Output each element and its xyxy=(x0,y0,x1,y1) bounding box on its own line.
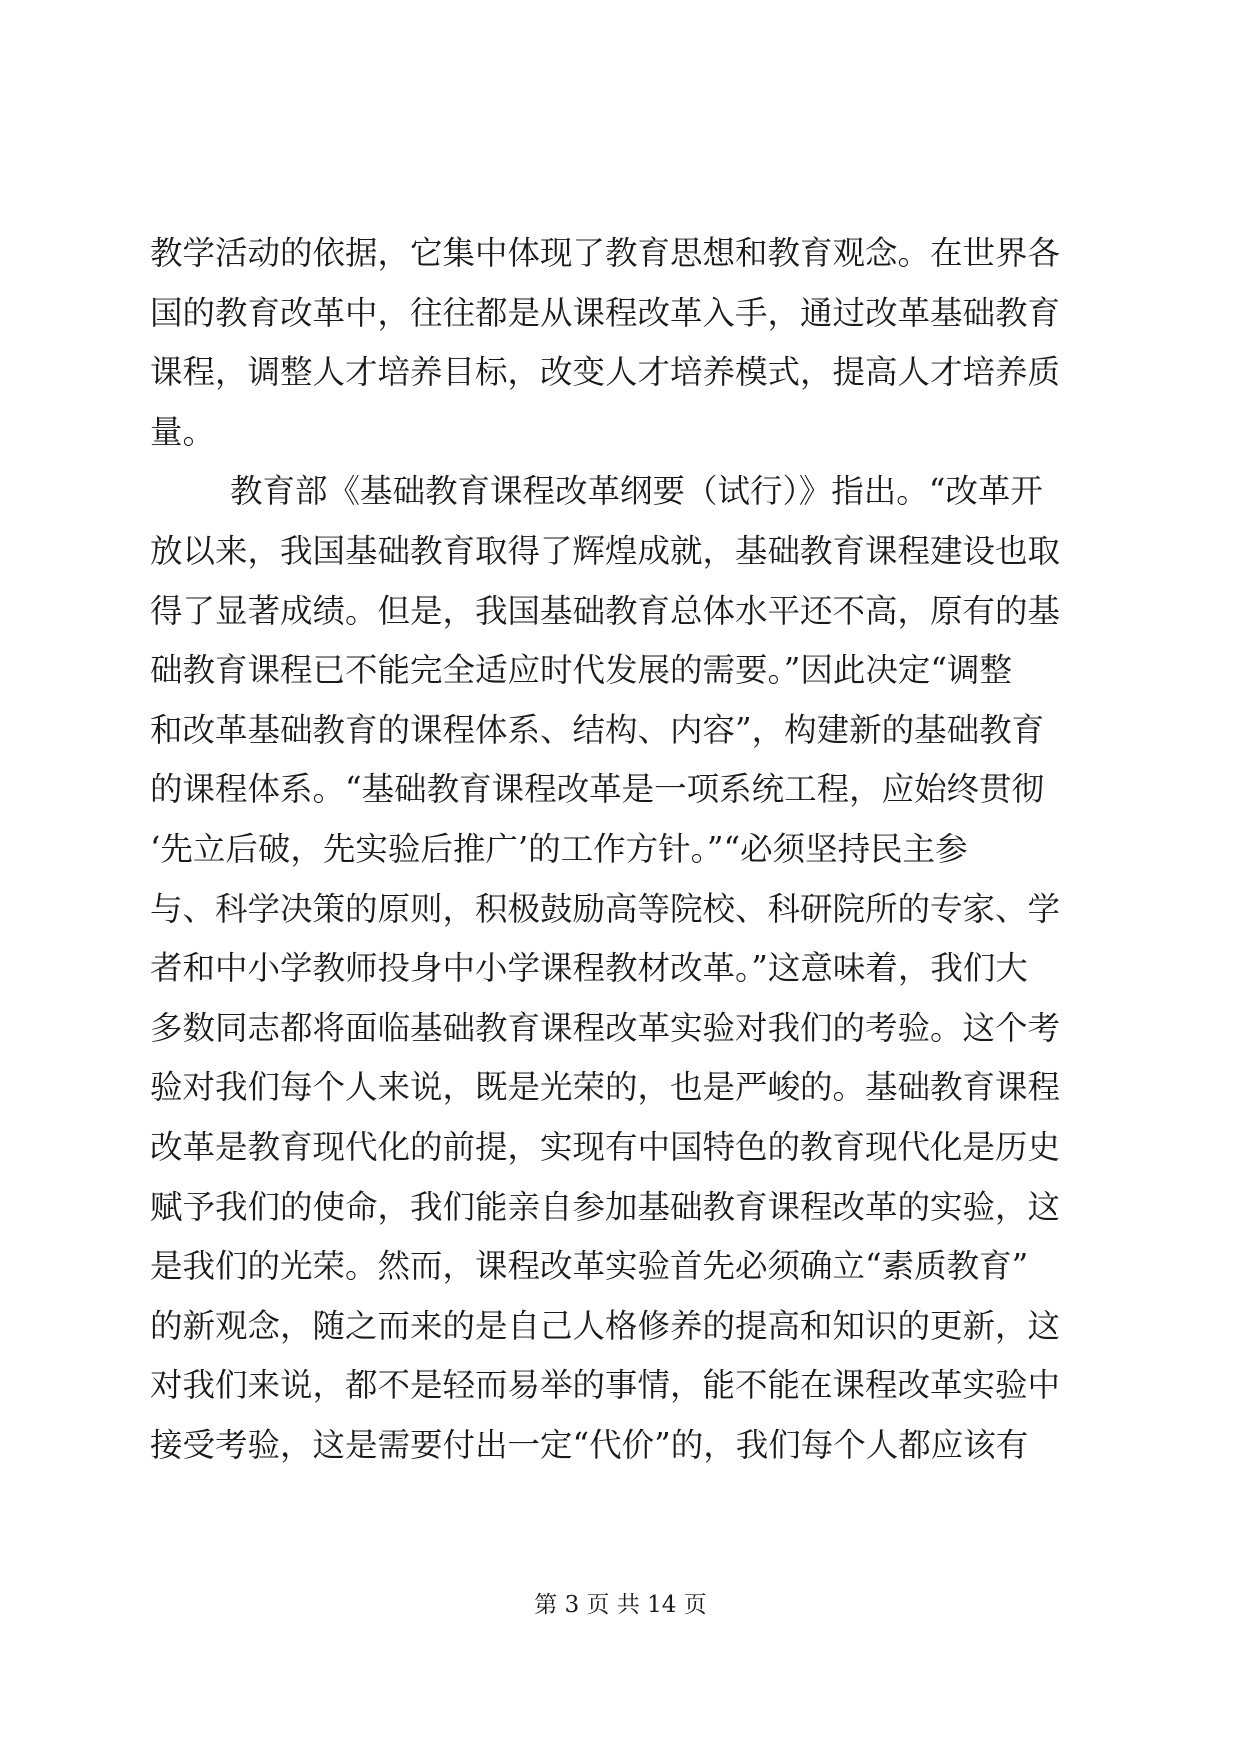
text-line: 教学活动的依据，它集中体现了教育思想和教育观念。在世界各 xyxy=(150,234,1061,272)
text-line: 者和中小学教师投身中小学课程教材改革。”这意味着，我们大 xyxy=(150,949,1028,988)
text-line: 放以来，我国基础教育取得了辉煌成就，基础教育课程建设也取 xyxy=(150,531,1061,570)
text-line: 课程，调整人才培养目标，改变人才培养模式，提高人才培养质 xyxy=(150,353,1061,392)
page-number: 第 3 页 共 14 页 xyxy=(534,1592,707,1618)
text-line: 与、科学决策的原则，积极鼓励高等院校、科研院所的专家、学 xyxy=(150,889,1061,928)
paragraph-1 xyxy=(150,224,1090,462)
text-line: 础教育课程已不能完全适应时代发展的需要。”因此决定“调整 xyxy=(150,651,1012,690)
text-line: 是我们的光荣。然而，课程改革实验首先必须确立“素质教育” xyxy=(150,1247,1029,1286)
text-line: 量。 xyxy=(150,412,216,451)
text-line: 改革是教育现代化的前提，实现有中国特色的教育现代化是历史 xyxy=(150,1127,1061,1166)
text-line: 国的教育改革中，往往都是从课程改革入手，通过改革基础教育 xyxy=(150,293,1061,332)
text-line: 赋予我们的使命，我们能亲自参加基础教育课程改革的实验，这 xyxy=(150,1187,1061,1226)
paragraph-2 xyxy=(150,462,1090,1475)
text-line: 的课程体系。“基础教育课程改革是一项系统工程，应始终贯彻 xyxy=(150,770,1045,809)
text-line: ‘先立后破，先实验后推广’的工作方针。”“必须坚持民主参 xyxy=(150,829,968,868)
text-line: 得了显著成绩。但是，我国基础教育总体水平还不高，原有的基 xyxy=(150,591,1061,630)
text-line: 的新观念，随之而来的是自己人格修养的提高和知识的更新，这 xyxy=(150,1306,1061,1345)
document-body xyxy=(150,224,1090,1475)
text-line: 多数同志都将面临基础教育课程改革实验对我们的考验。这个考 xyxy=(150,1008,1061,1047)
text-line: 对我们来说，都不是轻而易举的事情，能不能在课程改革实验中 xyxy=(150,1366,1061,1405)
text-line: 验对我们每个人来说，既是光荣的，也是严峻的。基础教育课程 xyxy=(150,1068,1061,1107)
text-line: 和改革基础教育的课程体系、结构、内容”，构建新的基础教育 xyxy=(150,710,1045,749)
text-line-first: 教育部《基础教育课程改革纲要（试行）》指出。“改革开 xyxy=(230,472,1043,511)
text-line: 接受考验，这是需要付出一定“代价”的，我们每个人都应该有 xyxy=(150,1425,1029,1464)
